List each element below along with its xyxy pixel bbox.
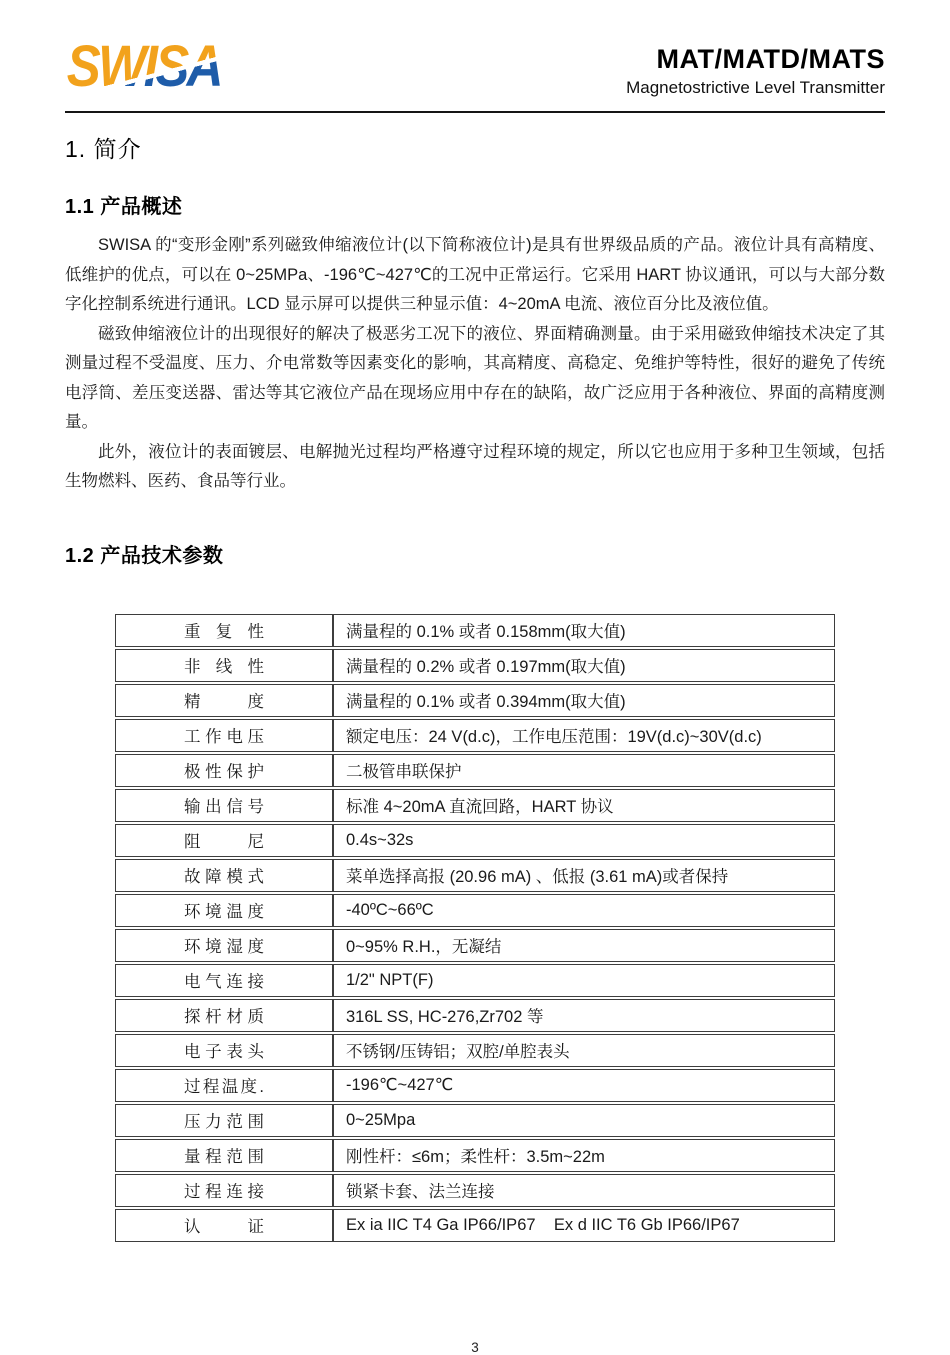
spec-label <box>115 754 333 787</box>
spec-value: 菜单选择高报 (20.96 mA) 、低报 (3.61 mA)或者保持 <box>333 859 835 892</box>
overview-paragraph-2: 磁致伸缩液位计的出现很好的解决了极恶劣工况下的液位、界面精确测量。由于采用磁致伸缩技术决定了其测量过程不受温度、压力、介电常数等因素变化的影响，其高精度、高稳定、免维护等特性，很好的避免了传统电浮筒、差压变送器、雷达等其它液位产品在现场应用中存在的缺陷，故广泛应用于各种液位、界面的高精度测量。 <box>65 324 885 431</box>
table-row <box>115 1209 835 1242</box>
title-block <box>626 44 885 98</box>
overview-paragraph-3: 此外，液位计的表面镀层、电解抛光过程均严格遵守过程环境的规定，所以它也应用于多种卫生领域，包括生物燃料、医药、食品等行业。 <box>65 442 885 490</box>
spec-value: 1/2" NPT(F) <box>333 964 835 997</box>
spec-label-text: 极性保护 <box>184 763 264 781</box>
spec-label-text: 过程温度. <box>184 1078 264 1096</box>
spec-label <box>115 894 333 927</box>
overview-paragraph-1: SWISA 的“变形金刚”系列磁致伸缩液位计(以下简称液位计)是具有世界级品质的产品。液位计具有高精度、低维护的优点，可以在 0~25MPa、-196℃~427℃的工况中正常运行。它采用 HART 协议通讯，可以与大部分数字化控制系统进行通讯。LCD 显示屏可以提供三种显示值：4~20mA 电流、液位百分比及液位值。 <box>65 236 885 313</box>
spec-label-text: 非 线 性 <box>184 658 264 676</box>
spec-value: 316L SS, HC-276,Zr702 等 <box>333 999 835 1032</box>
product-title: MAT/MATD/MATS <box>656 44 885 74</box>
spec-label-text: 电子表头 <box>184 1043 264 1061</box>
table-row <box>115 999 835 1032</box>
spec-label <box>115 684 333 717</box>
spec-value: 标准 4~20mA 直流回路，HART 协议 <box>333 789 835 822</box>
spec-value: Ex ia IIC T4 Ga IP66/IP67 Ex d IIC T6 Gb IP66/IP67 <box>333 1209 835 1242</box>
page-number: 3 <box>471 1339 479 1355</box>
subsection-heading-params: 1.2 产品技术参数 <box>65 544 224 567</box>
spec-label-text: 环境温度 <box>184 903 264 921</box>
spec-label <box>115 649 333 682</box>
table-row <box>115 929 835 962</box>
spec-label <box>115 824 333 857</box>
section-heading-intro: 1. 简介 <box>65 136 142 162</box>
spec-label-text: 电气连接 <box>184 973 264 991</box>
spec-value: 满量程的 0.1% 或者 0.158mm(取大值) <box>333 614 835 647</box>
spec-value: 0~95% R.H.，无凝结 <box>333 929 835 962</box>
table-row <box>115 894 835 927</box>
spec-label <box>115 719 333 752</box>
spec-value: 0.4s~32s <box>333 824 835 857</box>
spec-label <box>115 859 333 892</box>
spec-label-text: 精 度 <box>184 693 264 711</box>
spec-value: 0~25Mpa <box>333 1104 835 1137</box>
spec-label-text: 环境湿度 <box>184 938 264 956</box>
spec-value: 额定电压：24 V(d.c)，工作电压范围：19V(d.c)~30V(d.c) <box>333 719 835 752</box>
spec-label <box>115 929 333 962</box>
table-row <box>115 614 835 647</box>
spec-label <box>115 1174 333 1207</box>
spec-label <box>115 1034 333 1067</box>
spec-label <box>115 1104 333 1137</box>
table-row <box>115 754 835 787</box>
spec-label-text: 过程连接 <box>184 1183 264 1201</box>
spec-label-text: 工作电压 <box>184 728 264 746</box>
spec-label <box>115 1069 333 1102</box>
spec-label-text: 量程范围 <box>184 1148 264 1166</box>
table-row <box>115 1069 835 1102</box>
spec-label <box>115 964 333 997</box>
header-divider <box>65 111 885 113</box>
spec-table <box>115 612 835 1244</box>
spec-label-text: 故障模式 <box>184 868 264 886</box>
product-subtitle: Magnetostrictive Level Transmitter <box>626 78 885 98</box>
table-row <box>115 684 835 717</box>
table-row <box>115 824 835 857</box>
spec-label <box>115 1209 333 1242</box>
spec-value: 满量程的 0.1% 或者 0.394mm(取大值) <box>333 684 835 717</box>
table-row <box>115 789 835 822</box>
spec-label-text: 输出信号 <box>184 798 264 816</box>
spec-value: -196℃~427℃ <box>333 1069 835 1102</box>
spec-label-text: 认 证 <box>184 1218 264 1236</box>
spec-label <box>115 614 333 647</box>
table-row <box>115 719 835 752</box>
table-row <box>115 1104 835 1137</box>
spec-label-text: 探杆材质 <box>184 1008 264 1026</box>
table-row <box>115 649 835 682</box>
spec-value: 二极管串联保护 <box>333 754 835 787</box>
spec-label <box>115 789 333 822</box>
spec-label-text: 重 复 性 <box>184 623 264 641</box>
table-row <box>115 859 835 892</box>
spec-value: -40ºC~66ºC <box>333 894 835 927</box>
overview-body <box>65 231 885 497</box>
page-header <box>65 36 885 102</box>
spec-label-text: 阻 尼 <box>184 833 264 851</box>
table-row <box>115 1174 835 1207</box>
swisa-logo: SWISA <box>65 36 233 102</box>
table-row <box>115 964 835 997</box>
table-row <box>115 1034 835 1067</box>
spec-value: 锁紧卡套、法兰连接 <box>333 1174 835 1207</box>
spec-label <box>115 999 333 1032</box>
table-row <box>115 1139 835 1172</box>
spec-value: 满量程的 0.2% 或者 0.197mm(取大值) <box>333 649 835 682</box>
spec-label-text: 压力范围 <box>184 1113 264 1131</box>
spec-value: 刚性杆：≤6m；柔性杆：3.5m~22m <box>333 1139 835 1172</box>
spec-label <box>115 1139 333 1172</box>
subsection-heading-overview: 1.1 产品概述 <box>65 196 183 218</box>
spec-value: 不锈钢/压铸铝；双腔/单腔表头 <box>333 1034 835 1067</box>
